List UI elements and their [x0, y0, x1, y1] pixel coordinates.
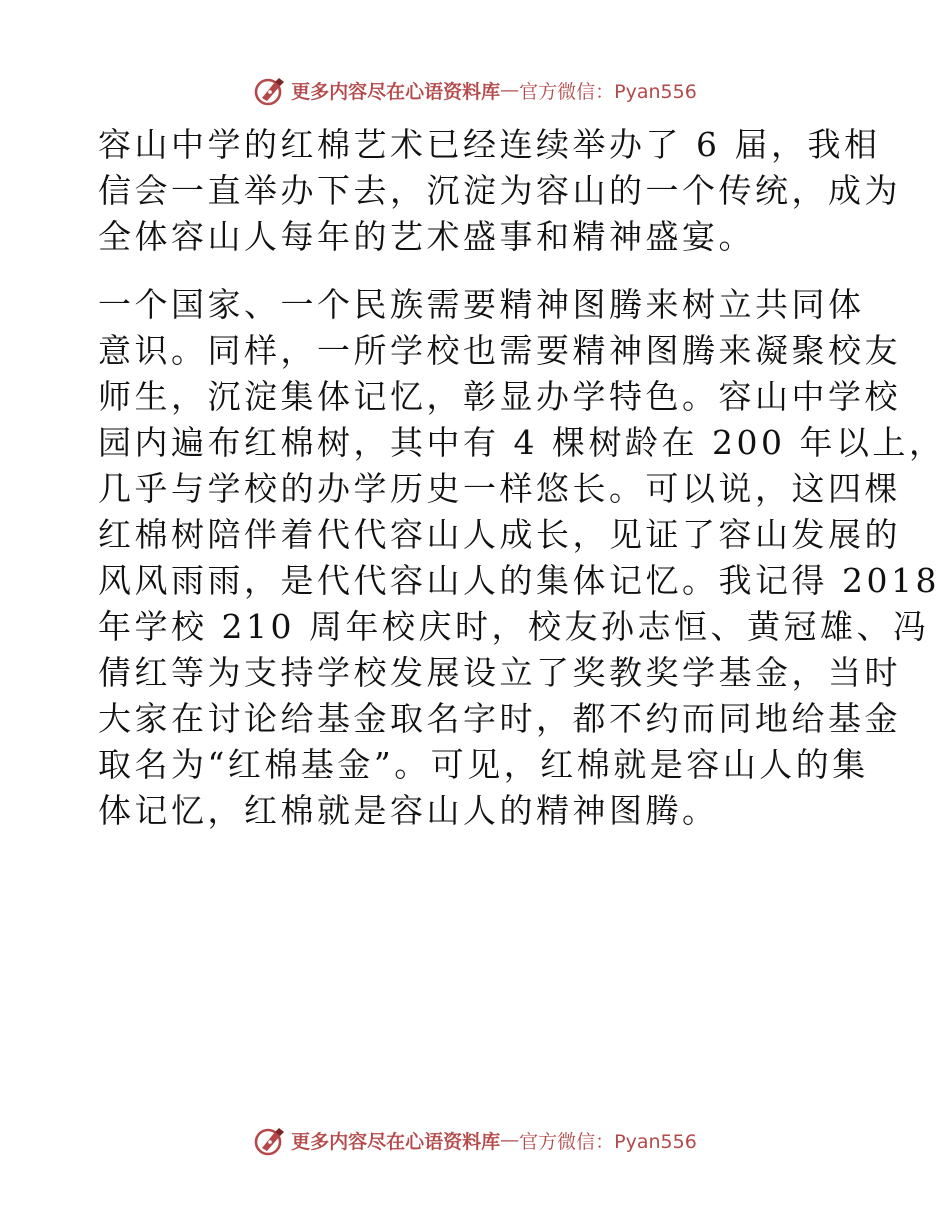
banner-separator: —	[500, 79, 520, 101]
pen-nib-logo-icon	[253, 73, 287, 107]
paragraph-1	[98, 122, 901, 260]
paragraph-line: 一个国家、一个民族需要精神图腾来树立共同体	[98, 285, 865, 324]
paragraph-line: 红棉树陪伴着代代容山人成长，见证了容山发展的	[98, 515, 901, 554]
paragraph-line: 取名为“红棉基金”。可见，红棉就是容山人的集	[98, 745, 869, 784]
paragraph-line: 大家在讨论给基金取名字时，都不约而同地给基金	[98, 699, 901, 738]
paragraph-line: 全体容山人每年的艺术盛事和精神盛宴。	[98, 217, 755, 256]
paragraph-line: 意识。同样，一所学校也需要精神图腾来凝聚校友	[98, 331, 901, 370]
banner-wechat-contact: 官方微信：Pyan556	[519, 1130, 697, 1153]
paragraph-line: 倩红等为支持学校发展设立了奖教奖学基金，当时	[98, 653, 901, 692]
paragraph-line: 师生，沉淀集体记忆，彰显办学特色。容山中学校	[98, 377, 901, 416]
paragraph-2	[98, 282, 946, 834]
footer-watermark-banner	[0, 1120, 950, 1160]
pen-nib-logo-icon	[253, 1123, 287, 1157]
header-watermark-banner	[0, 70, 950, 110]
paragraph-line: 信会一直举办下去，沉淀为容山的一个传统，成为	[98, 171, 901, 210]
paragraph-line: 年学校 210 周年校庆时，校友孙志恒、黄冠雄、冯	[98, 607, 930, 646]
paragraph-line: 容山中学的红棉艺术已经连续举办了 6 届，我相	[98, 125, 881, 164]
paragraph-line: 风风雨雨，是代代容山人的集体记忆。我记得 2018	[98, 561, 940, 600]
paragraph-line: 体记忆，红棉就是容山人的精神图腾。	[98, 791, 719, 830]
document-body	[98, 122, 946, 834]
paragraph-line: 园内遍布红棉树，其中有 4 棵树龄在 200 年以上，	[98, 423, 946, 462]
banner-separator: —	[500, 1129, 520, 1151]
banner-site-name: 更多内容尽在心语资料库	[291, 80, 501, 103]
banner-site-name: 更多内容尽在心语资料库	[291, 1130, 501, 1153]
banner-wechat-contact: 官方微信：Pyan556	[519, 80, 697, 103]
paragraph-line: 几乎与学校的办学历史一样悠长。可以说，这四棵	[98, 469, 901, 508]
